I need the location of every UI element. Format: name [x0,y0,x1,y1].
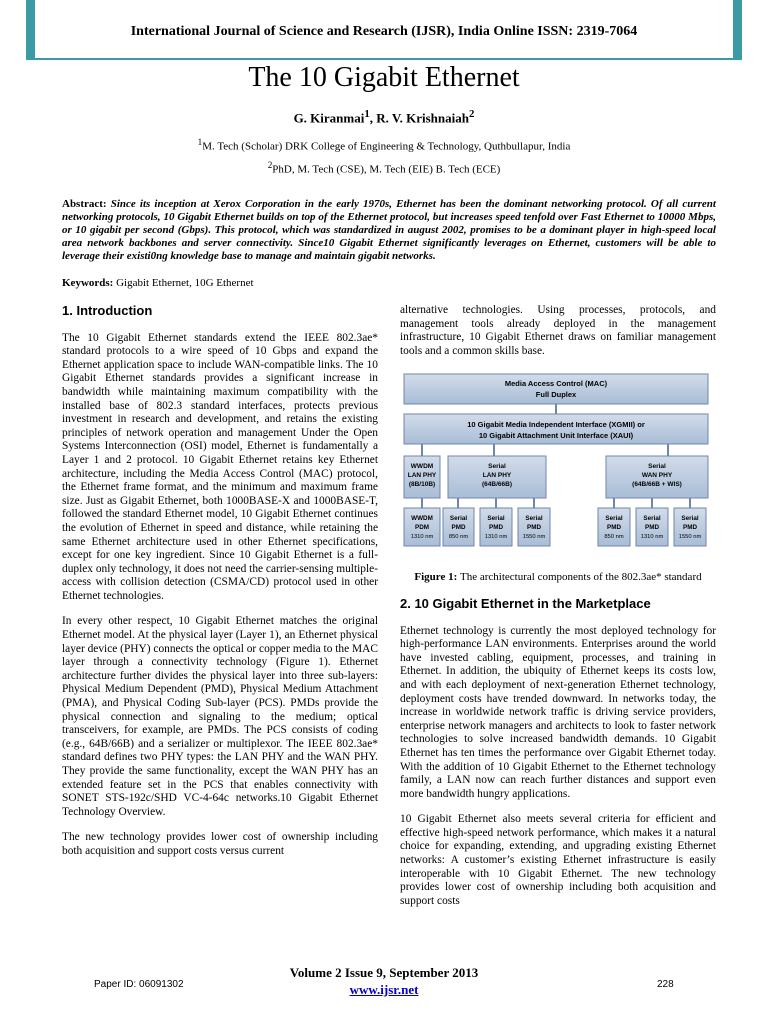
author-sup: 2 [469,108,475,120]
figure-caption [400,571,716,583]
left-column [62,304,378,871]
paragraph: Ethernet technology is currently the most deployed technology for high-performance LAN environments. Enterprises around the world have invested cabling, equipment, processes, and training in Ethernet. In addition, the ubiquity of Ethernet keeps its costs low, and with each deployment of next-generation Ethernet technology, deployment costs have trended downward. In networks today, the increase in worldwide network traffic is driving service providers, enterprise network managers and architects to look to faster network technologies to solve increased bandwidth demands. 10 Gigabit Ethernet has ten times the performance over Gigabit Ethernet today. With the addition of 10 Gigabit Ethernet to the Ethernet technology family, a LAN now can reach further distances and support even more bandwidth hungry applications. [400,624,716,800]
caption-text: The architectural components of the 802.3ae* standard [460,570,702,583]
affiliation-text: M. Tech (Scholar) DRK College of Engineering & Technology, Quthbullapur, India [202,140,571,153]
pmd-box [636,508,668,546]
journal-link[interactable]: www.ijsr.net [349,982,419,997]
affiliation-text: PhD, M. Tech (CSE), M. Tech (EIE) B. Tech (ECE) [272,163,501,176]
affiliation-1 [0,137,768,153]
pmd-label: PMD [451,524,466,532]
pmd-label: Serial [525,515,543,523]
architecture-diagram [400,370,710,562]
phy-label: Serial [488,463,506,471]
paper-title: The 10 Gigabit Ethernet [248,62,520,93]
author-separator: , [369,110,377,126]
xgmii-line1: 10 Gigabit Media Independent Interface (XGMII) or [467,420,645,430]
pmd-label: Serial [449,515,468,523]
pmd-label: 850 nm [448,534,469,541]
pmd-label: Serial [605,515,623,523]
abstract-label: Abstract: [62,198,111,210]
pmd-label: 1550 nm [522,534,546,541]
pmd-label: Serial [487,515,505,523]
pmd-label: WWDM [411,515,433,523]
pmd-label: PMD [489,524,503,532]
phy-label: (8B/10B) [408,481,436,489]
phy-label: LAN PHY [482,472,512,480]
pmd-box [674,508,706,546]
pmd-label: 1310 nm [484,534,508,541]
paragraph: alternative technologies. Using processes, protocols, and management tools already deployed in the management infrastructure, 10 Gigabit Ethernet draws on familiar management tools and a common skills base. [400,304,716,357]
pmd-box [598,508,630,546]
phy-label: (64B/66B) [482,481,512,489]
section-heading: 2. 10 Gigabit Ethernet in the Marketplace [400,595,651,611]
header-divider [26,58,742,60]
author-name: R. V. Krishnaiah [376,110,469,126]
keywords-label: Keywords: [62,277,117,289]
paragraph: In every other respect, 10 Gigabit Ethernet matches the original Ethernet model. At the physical layer (Layer 1), an Ethernet physical layer device (PHY) connects the optical or copper media to the MAC layer through a connectivity technology (Figure 1). Ethernet architecture further divides the physical layer into three sub-layers: Physical Medium Dependent (PMD), Physical Medium Attachment (PMA), and Physical Coding Sub-layer (PCS). PMDs provide the physical connection and signaling to the medium; optical transceivers, for example, are PMDs. The PCS consists of coding (e.g., 64B/66B) and a serializer or multiplexor. The IEEE 802.3ae* standard defines two PHY types: the LAN PHY and the WAN PHY. They provide the same functionality, except the WAN PHY has an extended feature set in the PCS that enables connectivity with SONET STS-192c/SHD VC-4-64c networks.10 Gigabit Ethernet Technology Overview. [62,615,378,818]
mac-line2: Full Duplex [535,390,577,400]
pmd-box [518,508,550,546]
figure-1 [400,370,716,567]
pmd-label: Serial [643,515,661,523]
page-number: 228 [657,979,674,990]
keywords [62,277,254,289]
pmd-box [404,508,440,546]
pmd-label: Serial [681,515,699,523]
pmd-label: PMD [607,524,621,532]
pmd-box [480,508,512,546]
journal-header: International Journal of Science and Research (IJSR), India Online ISSN: 2319-7064 [130,24,638,39]
pmd-box [443,508,474,546]
pmd-label: 1310 nm [640,534,664,541]
phy-label: Serial [648,463,666,471]
keywords-text: Gigabit Ethernet, 10G Ethernet [116,277,254,289]
paragraph: The new technology provides lower cost of ownership including both acquisition and support costs versus current [62,831,378,857]
author-name: G. Kiranmai [293,110,365,126]
phy-label: LAN PHY [407,472,437,480]
author-sup: 1 [364,108,370,120]
right-column [400,304,716,920]
phy-label: WWDM [410,463,434,471]
pmd-label: 850 nm [604,534,624,541]
abstract-text: Since its inception at Xerox Corporation in the early 1970s, Ethernet has been the dominant networking protocol. Of all current networking protocols, 10 Gigabit Ethernet builds on top of the Ethernet protocol, but increases speed tenfold over Fast Ethernet to 10000 Mbps, or 10 gigabit per second (Gbps). This protocol, which was standardized in august 2002, promises to be a dominant player in high-speed local area network backbones and server connectivity. Since10 Gigabit Ethernet significantly leverages on Ethernet, customers will be able to leverage their existi0ng knowledge base to manage and maintain gigabit networks. [62,198,716,262]
abstract [62,198,716,263]
pmd-label: PDM [415,524,429,532]
pmd-label: 1550 nm [678,534,702,541]
pmd-label: PMD [683,524,697,532]
section-heading: 1. Introduction [62,303,153,318]
affiliation-sup: 2 [267,160,273,170]
mac-line1: Media Access Control (MAC) [504,379,608,389]
xgmii-line2: 10 Gigabit Attachment Unit Interface (XAUI) [478,431,634,441]
authors [0,108,768,126]
phy-label: WAN PHY [641,472,673,480]
pmd-label: PMD [645,524,659,532]
phy-label: (64B/66B + WIS) [632,481,682,489]
caption-label: Figure 1: [414,570,460,583]
pmd-label: 1310 nm [410,534,434,541]
affiliation-sup: 1 [197,137,203,147]
paper-id: Paper ID: 06091302 [94,979,184,990]
affiliation-2 [0,160,768,176]
pmd-label: PMD [527,524,541,532]
paragraph: The 10 Gigabit Ethernet standards extend the IEEE 802.3ae* standard protocols to a wire speed of 10 Gbps and expand the Ethernet application space to include WAN-compatible links. The 10 Gigabit Ethernet standards provides a significant increase in bandwidth while maintaining maximum compatibility with the installed base of 802.3 standard interfaces, protects previous investment in research and development, and retains the existing principles of network operation and management Under the Open Systems Interconnection (OSI) model, Ethernet is fundamentally a Layer 1 and 2 protocol. 10 Gigabit Ethernet retains key Ethernet architecture, including the Media Access Control (MAC) protocol, the Ethernet frame format, and the minimum and maximum frame size. Just as Gigabit Ethernet, both 1000BASE-X and 1000BASE-T, followed the standard Ethernet model, 10 Gigabit Ethernet continues the evolution of Ethernet in speed and distance, while retaining the same Ethernet architecture used in other Ethernet specifications, except for one key ingredient. Since 10 Gigabit Ethernet is a full-duplex only technology, it does not need the carrier-sensing multiple-access with collision detection (CSMA/CD) protocol used in other Ethernet technologies. [62,331,378,602]
paragraph: 10 Gigabit Ethernet also meets several criteria for efficient and effective high-speed network performance, which makes it a natural choice for expanding, extending, and upgrading existing Ethernet networks: A customer’s existing Ethernet infrastructure is easily interoperable with 10 Gigabit Ethernet. The new technology provides lower cost of ownership including both acquisition and support costs [400,813,716,907]
footer-volume: Volume 2 Issue 9, September 2013 [289,965,479,980]
